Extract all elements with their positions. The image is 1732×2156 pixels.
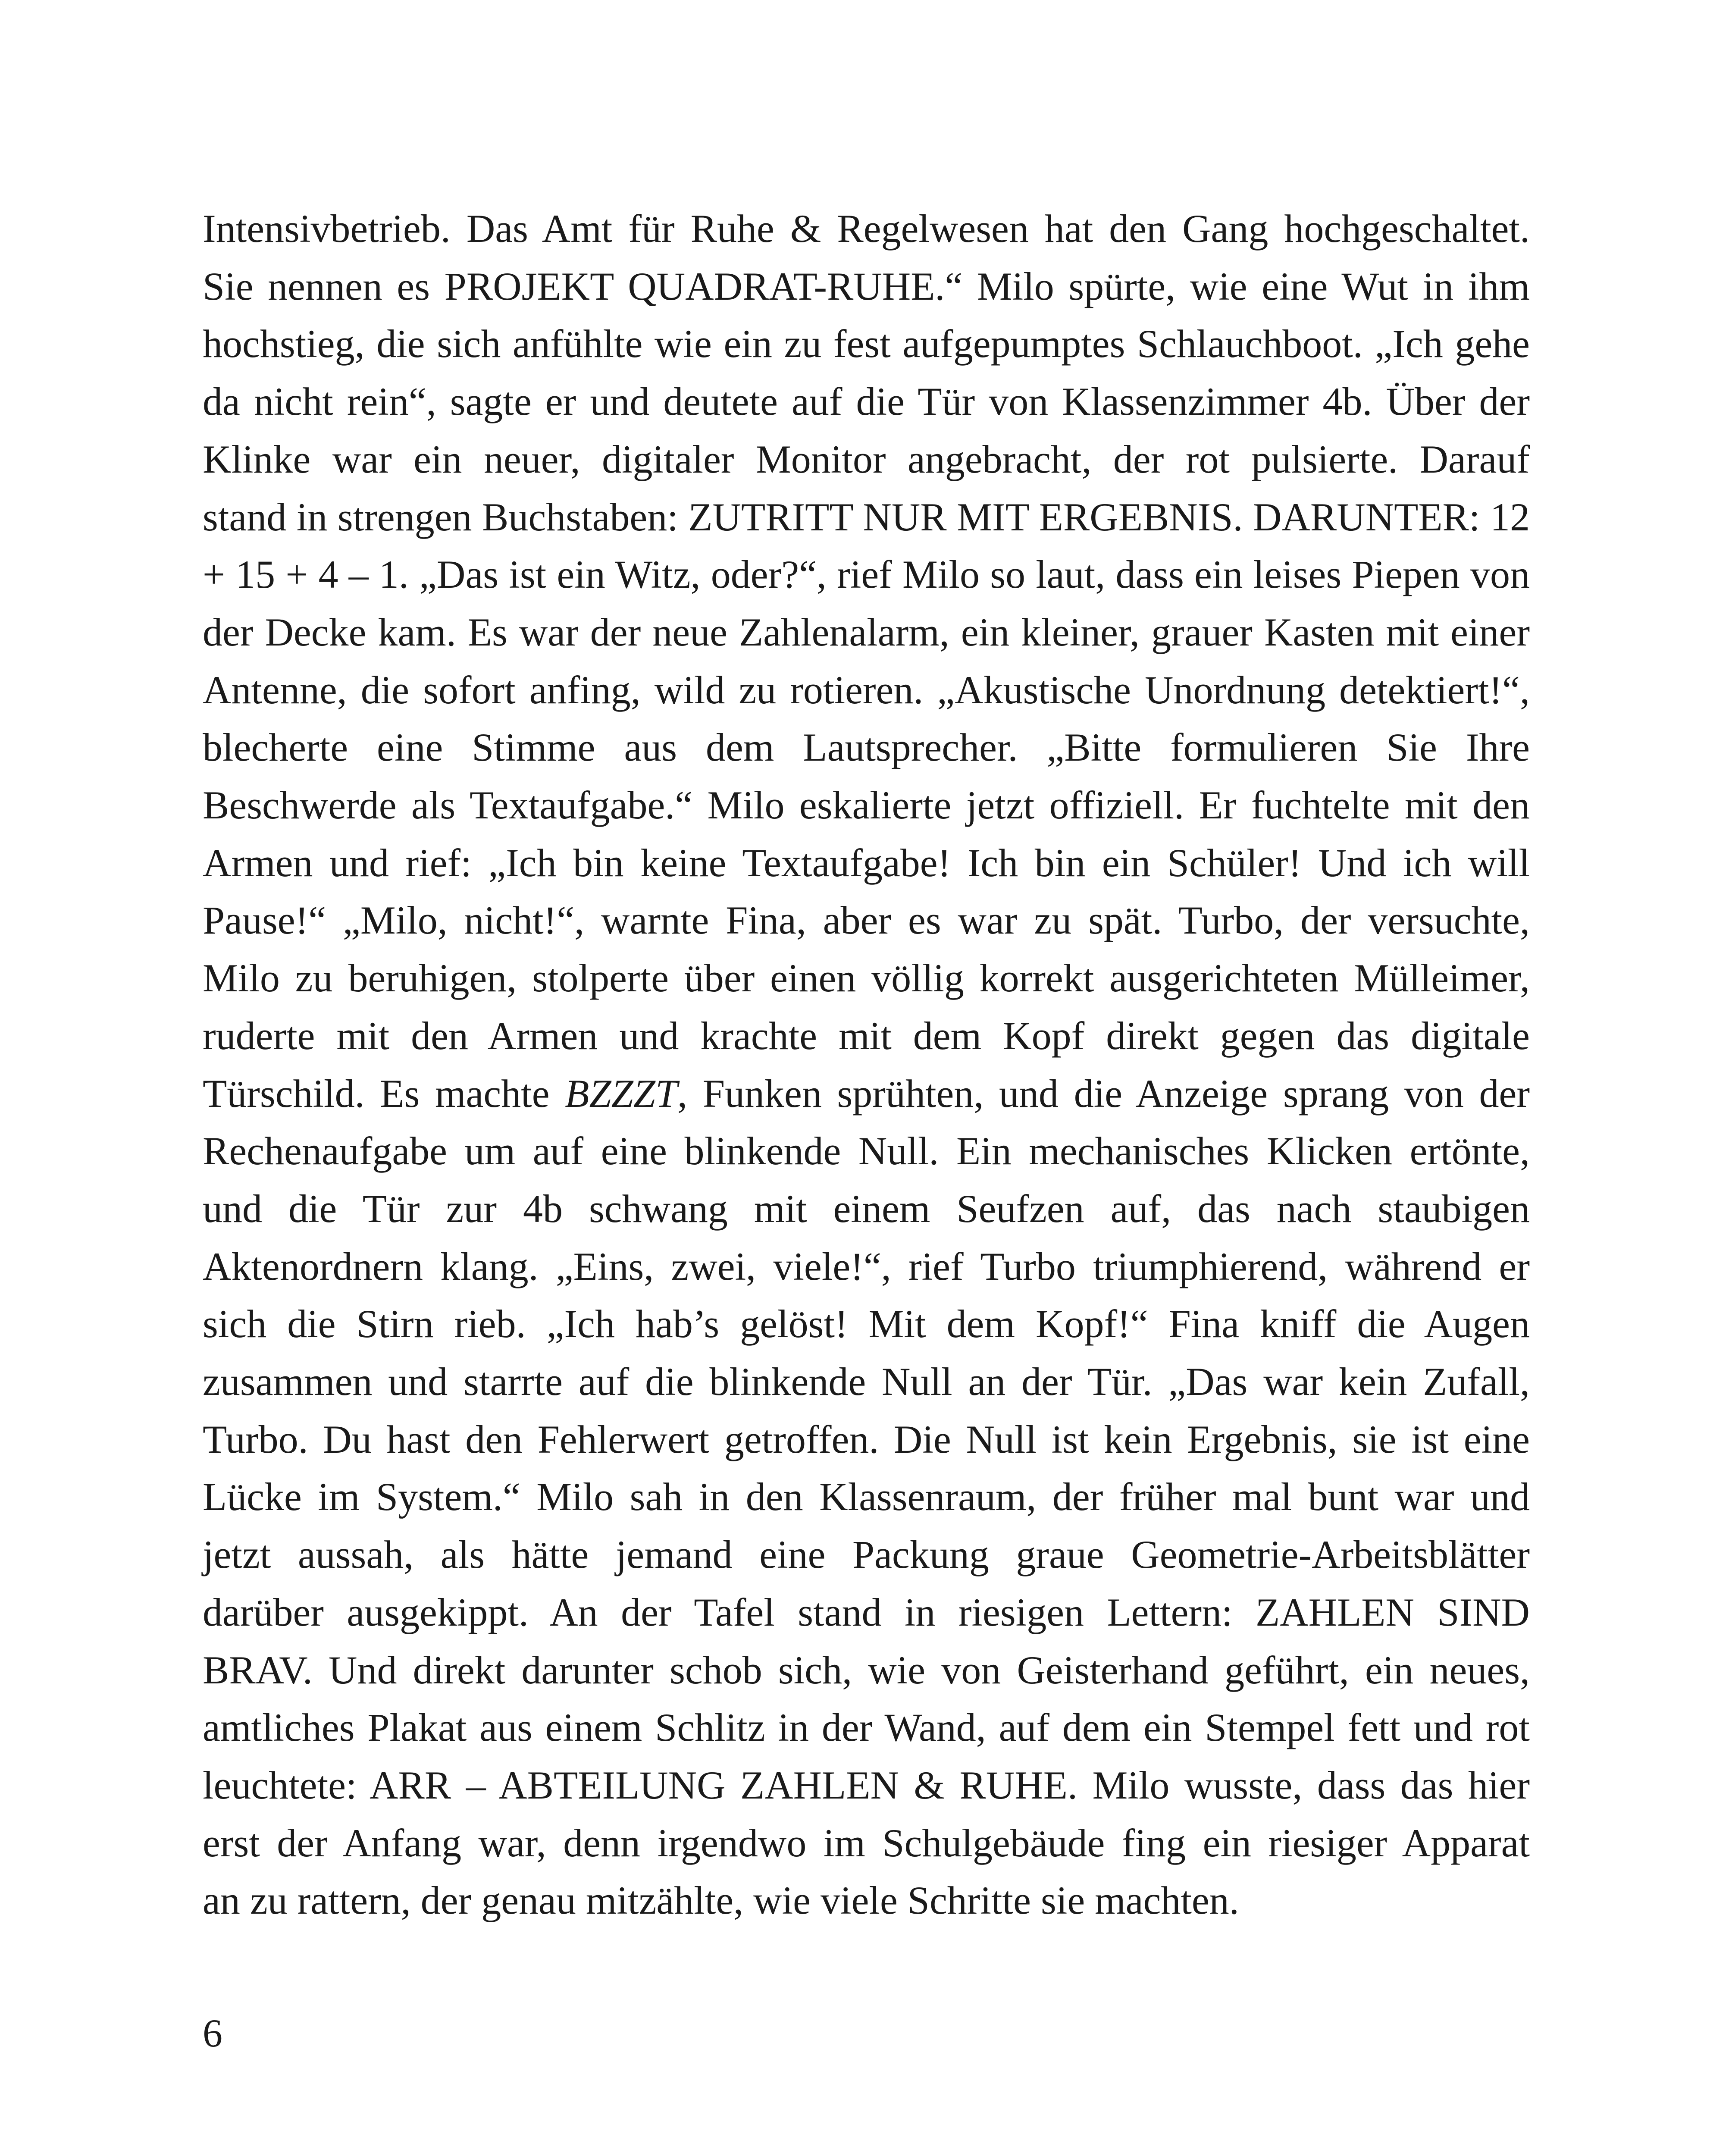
text-line: BRAV. Und direkt darunter schob sich, wie von Geisterhand geführt, ein neues,: [203, 1648, 1530, 1692]
text-line: Rechenaufgabe um auf eine blinkende Null. Ein mechanisches Klicken ertönte,: [203, 1129, 1530, 1173]
text-line: hochstieg, die sich anfühlte wie ein zu fest aufgepumptes Schlauchboot. „Ich gehe: [203, 322, 1530, 366]
text-line: darüber ausgekippt. An der Tafel stand in riesigen Lettern: ZAHLEN SIND: [203, 1590, 1530, 1634]
text-line: Turbo. Du hast den Fehlerwert getroffen. Die Null ist kein Ergebnis, sie ist eine: [203, 1417, 1530, 1461]
text-segment: , Funken sprühten, und die Anzeige sprang von der: [677, 1071, 1530, 1116]
text-line: jetzt aussah, als hätte jemand eine Packung graue Geometrie-Arbeitsblätter: [203, 1532, 1530, 1577]
text-line: Aktenordnern klang. „Eins, zwei, viele!“, rief Turbo triumphierend, während er: [203, 1244, 1530, 1288]
text-line: Beschwerde als Textaufgabe.“ Milo eskalierte jetzt offiziell. Er fuchtelte mit den: [203, 783, 1530, 827]
text-line: [203, 1065, 1530, 1123]
text-segment: Türschild. Es machte: [203, 1071, 565, 1116]
text-line: + 15 + 4 – 1. „Das ist ein Witz, oder?“, rief Milo so laut, dass ein leises Piepen von: [203, 552, 1530, 597]
text-line: leuchtete: ARR – ABTEILUNG ZAHLEN & RUHE. Milo wusste, dass das hier: [203, 1763, 1530, 1807]
text-line: sich die Stirn rieb. „Ich hab’s gelöst! Mit dem Kopf!“ Fina kniff die Augen: [203, 1302, 1530, 1346]
text-line: Lücke im System.“ Milo sah in den Klassenraum, der früher mal bunt war und: [203, 1475, 1530, 1519]
text-line: zusammen und starrte auf die blinkende Null an der Tür. „Das war kein Zufall,: [203, 1360, 1530, 1404]
text-line: Klinke war ein neuer, digitaler Monitor angebracht, der rot pulsierte. Darauf: [203, 437, 1530, 481]
text-line: amtliches Plakat aus einem Schlitz in der Wand, auf dem ein Stempel fett und rot: [203, 1705, 1530, 1750]
text-line: Intensivbetrieb. Das Amt für Ruhe & Regelwesen hat den Gang hochgeschaltet.: [203, 207, 1530, 251]
text-line: Antenne, die sofort anfing, wild zu rotieren. „Akustische Unordnung detektiert!“,: [203, 667, 1530, 712]
text-line: an zu rattern, der genau mitzählte, wie viele Schritte sie machten.: [203, 1878, 1239, 1923]
sound-effect-italic: BZZZT: [565, 1071, 678, 1116]
text-line: der Decke kam. Es war der neue Zahlenalarm, ein kleiner, grauer Kasten mit einer: [203, 610, 1530, 654]
text-line: und die Tür zur 4b schwang mit einem Seufzen auf, das nach staubigen: [203, 1186, 1530, 1231]
text-line: Armen und rief: „Ich bin keine Textaufgabe! Ich bin ein Schüler! Und ich will: [203, 840, 1530, 885]
text-line: Milo zu beruhigen, stolperte über einen völlig korrekt ausgerichteten Mülleimer,: [203, 956, 1530, 1000]
page-number: 6: [203, 2011, 222, 2055]
text-line: stand in strengen Buchstaben: ZUTRITT NUR MIT ERGEBNIS. DARUNTER: 12: [203, 495, 1530, 539]
text-line: Pause!“ „Milo, nicht!“, warnte Fina, aber es war zu spät. Turbo, der versuchte,: [203, 898, 1530, 943]
text-line: ruderte mit den Armen und krachte mit dem Kopf direkt gegen das digitale: [203, 1013, 1530, 1058]
text-line: da nicht rein“, sagte er und deutete auf die Tür von Klassenzimmer 4b. Über der: [203, 379, 1530, 424]
body-text: [203, 200, 1530, 1930]
text-line: Sie nennen es PROJEKT QUADRAT-RUHE.“ Milo spürte, wie eine Wut in ihm: [203, 264, 1530, 308]
text-line: erst der Anfang war, denn irgendwo im Schulgebäude fing ein riesiger Apparat: [203, 1821, 1530, 1865]
text-line: blecherte eine Stimme aus dem Lautsprecher. „Bitte formulieren Sie Ihre: [203, 725, 1530, 770]
